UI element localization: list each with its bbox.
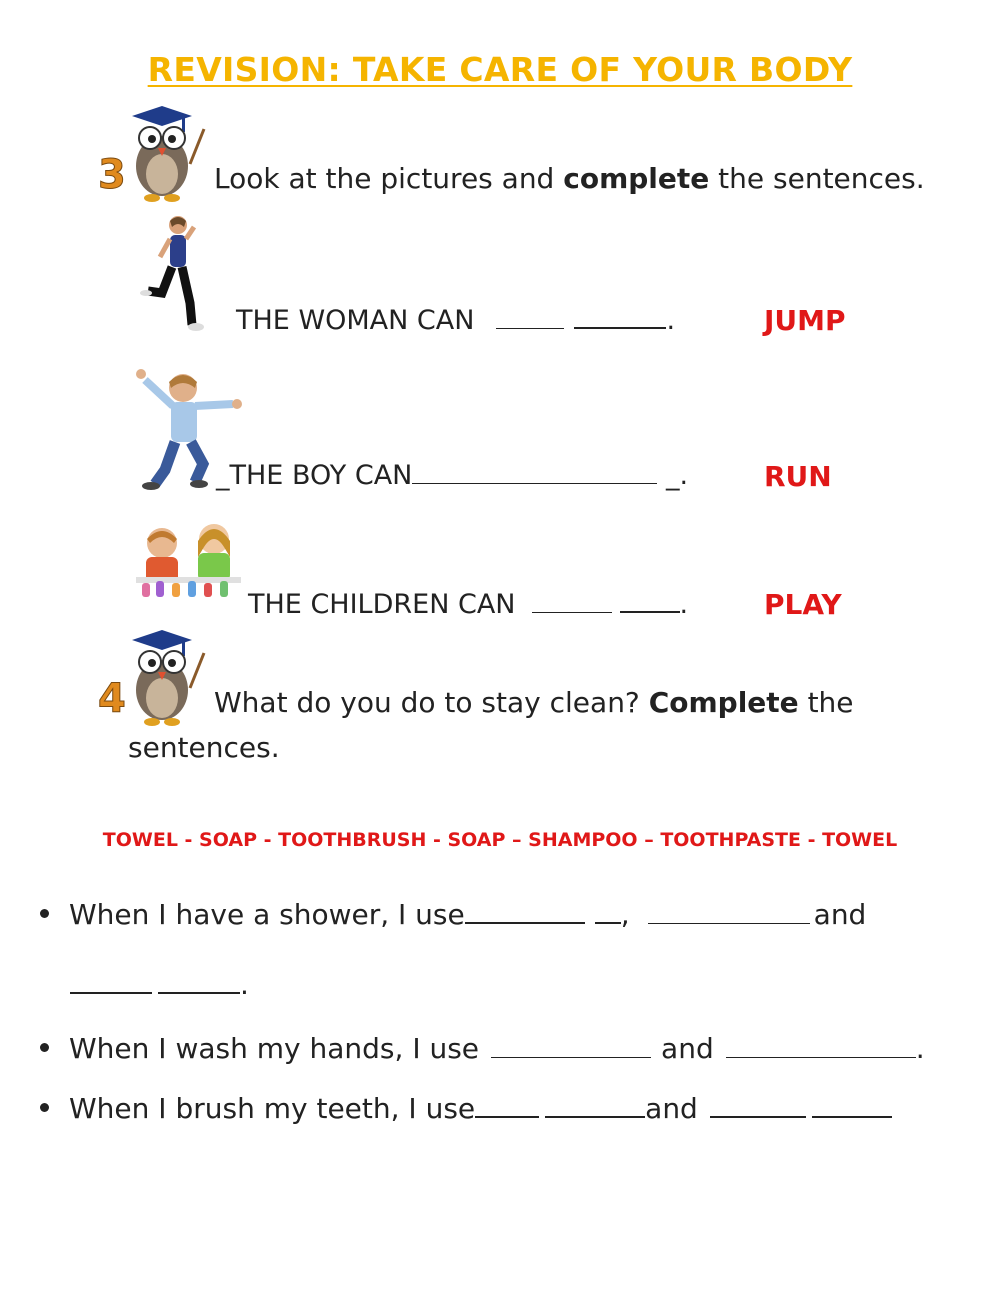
owl-teacher-icon xyxy=(122,104,217,204)
sentence-woman: THE WOMAN CAN . xyxy=(236,305,676,336)
answer-play: PLAY xyxy=(764,588,842,621)
bullet-dot xyxy=(40,1043,49,1052)
worksheet-title: REVISION: TAKE CARE OF YOUR BODY xyxy=(147,50,853,89)
bullet-teeth: When I brush my teeth, I use and xyxy=(40,1092,892,1125)
exercise-4-instruction: What do you do to stay clean? Complete the xyxy=(214,686,854,719)
bullet-shower: When I have a shower, I use , and xyxy=(40,898,866,931)
exercise-4-instruction-line2: sentences. xyxy=(128,731,280,764)
owl-teacher-icon xyxy=(122,628,217,728)
running-woman-image xyxy=(140,213,210,335)
exercise-3-instruction: Look at the pictures and complete the sentences. xyxy=(214,162,925,195)
answer-jump: JUMP xyxy=(764,304,846,337)
bullet-dot xyxy=(40,909,49,918)
word-bank: TOWEL - SOAP - TOOTHBRUSH - SOAP – SHAMPOO – TOOTHPASTE - TOWEL xyxy=(102,829,898,851)
exercise-number-4: 4 xyxy=(98,676,126,722)
exercise-number-3: 3 xyxy=(98,152,126,198)
bullet-dot xyxy=(40,1103,49,1112)
answer-run: RUN xyxy=(764,460,832,493)
bullet-hands: When I wash my hands, I use and . xyxy=(40,1032,925,1065)
bullet-shower-continued: . xyxy=(70,968,249,1001)
playing-children-image xyxy=(130,517,245,605)
sentence-children: THE CHILDREN CAN . xyxy=(248,589,689,620)
sentence-boy: _THE BOY CAN _. xyxy=(216,460,689,491)
